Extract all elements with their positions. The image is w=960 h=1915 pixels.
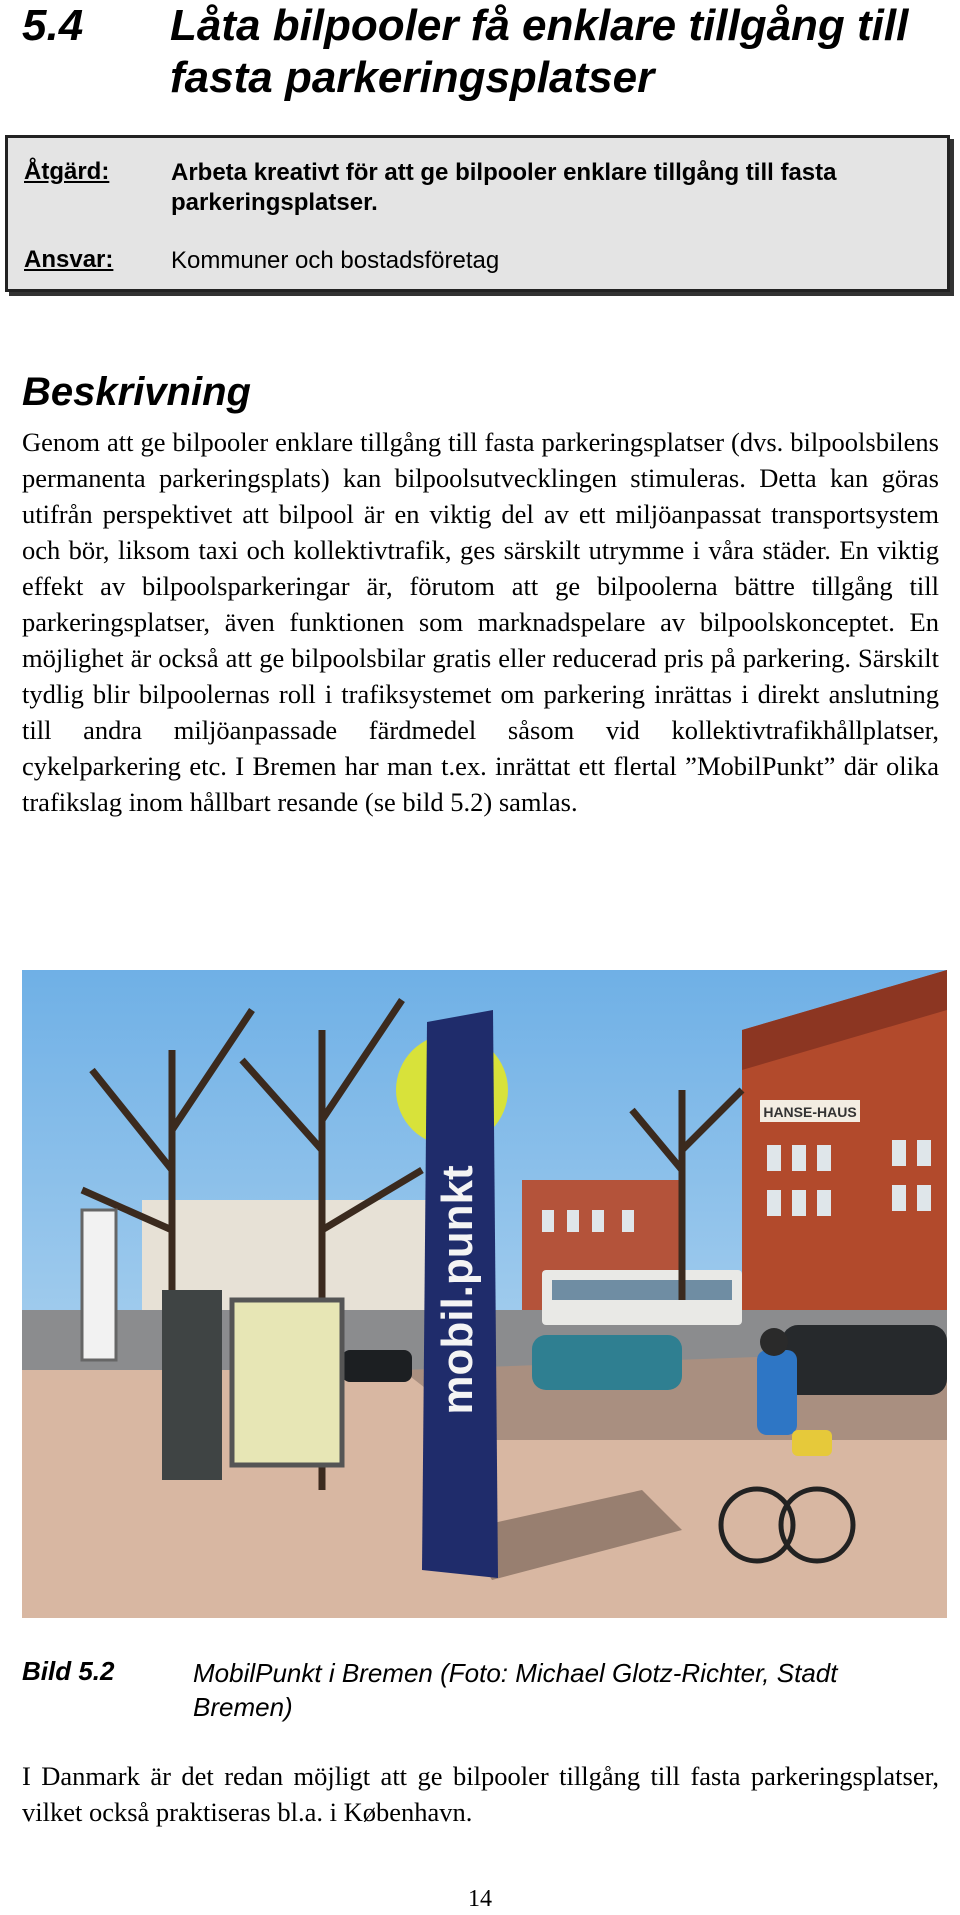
advertising-panel <box>232 1300 342 1465</box>
responsible-label: Ansvar: <box>24 246 114 273</box>
bike-basket <box>792 1430 832 1456</box>
cyclist-jacket <box>757 1350 797 1435</box>
figure-caption-number: Bild 5.2 <box>22 1656 115 1686</box>
mobilpunkt-photo <box>22 970 947 1618</box>
action-box <box>5 135 950 292</box>
pillar-text: mobil.punkt <box>433 1165 482 1415</box>
action-label: Åtgärd: <box>24 158 110 185</box>
section-title: Låta bilpooler få enklare tillgång till fasta parkeringsplatser <box>170 1 909 102</box>
bus-shelter <box>162 1290 222 1480</box>
page-number: 14 <box>468 1886 492 1912</box>
denmark-paragraph: I Danmark är det redan möjligt att ge bilpooler tillgång till fasta parkeringsplatser, vilket också praktiseras bl.a. i København. <box>22 1761 939 1827</box>
figure-caption-text: MobilPunkt i Bremen (Foto: Michael Glotz-Richter, Stadt Bremen) <box>193 1658 838 1722</box>
responsible-text: Kommuner och bostadsföretag <box>171 247 500 274</box>
dark-car <box>782 1325 947 1395</box>
hanse-haus-sign-text: HANSE-HAUS <box>763 1104 857 1120</box>
billboard <box>82 1210 116 1360</box>
description-heading: Beskrivning <box>22 370 251 414</box>
action-text: Arbeta kreativt för att ge bilpooler enklare tillgång till fasta parkeringsplatser. <box>171 159 837 216</box>
teal-car <box>532 1335 682 1390</box>
description-paragraph: Genom att ge bilpooler enklare tillgång till fasta parkeringsplatser (dvs. bilpoolsbilens permanenta parkeringsplats) kan bilpoolsutvecklingen stimuleras. Detta kan göras utifrån perspektivet att bilpool är en viktig del av ett miljöanpassat transportsystem och bör, liksom taxi och kollektivtrafik, ges särskilt utrymme i våra städer. En viktig effekt av bilpoolsparkeringar är, förutom att ge bilpoolerna bättre tillgång till parkeringsplatser, även funktionen som marknadspelare av bilpoolskonceptet. En möjlighet är också att ge bilpoolsbilar gratis eller reducerad pris på parkering. Särskilt tydlig blir bilpoolernas roll i trafiksystemet om parkering inrättas i direkt anslutning till andra miljöanpassade färdmedel såsom vid kollektivtrafikhållplatser, cykelparkering etc. I Bremen har man t.ex. inrättat ett flertal ”MobilPunkt” där olika trafikslag inom hållbart resande (se bild 5.2) samlas. <box>22 427 939 817</box>
small-dark-car <box>342 1350 412 1382</box>
section-number: 5.4 <box>22 1 84 50</box>
